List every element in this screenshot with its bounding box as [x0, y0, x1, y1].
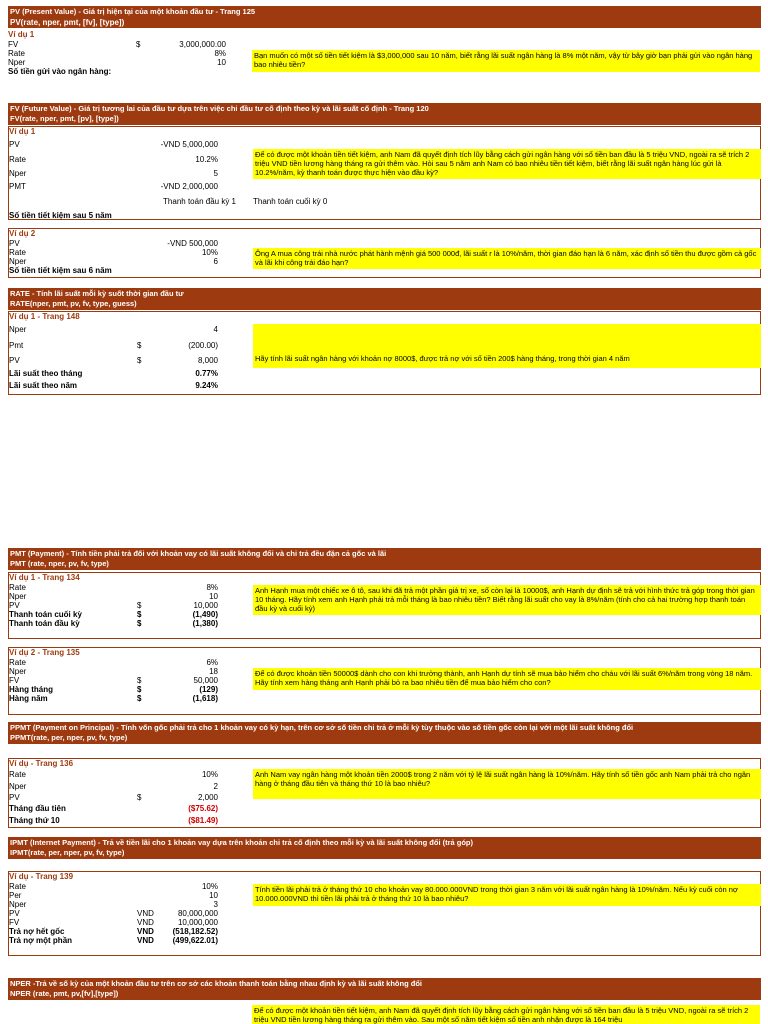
ipmt-ex-label: Ví dụ - Trang 139 — [9, 872, 74, 881]
row-label: Rate — [9, 658, 26, 667]
row-label: Số tiền tiết kiệm sau 5 năm — [9, 211, 112, 220]
ipmt-row-partial — [9, 936, 760, 945]
pmt-ex2-row-yearly — [9, 694, 760, 703]
pmt-syntax: PMT (rate, nper, pv, fv, type) — [10, 559, 109, 568]
row-value: (518,182.52) — [172, 927, 218, 936]
rate-section — [8, 288, 761, 310]
row-currency: $ — [137, 601, 142, 610]
row-label: FV — [9, 676, 20, 685]
row-label: Nper — [9, 325, 27, 334]
ppmt-row-tenth — [9, 815, 760, 827]
row-currency: $ — [137, 676, 142, 685]
rate-title: RATE - Tính lãi suất mỗi kỳ suốt thời gian đầu tư — [10, 289, 184, 298]
row-currency: $ — [137, 694, 142, 703]
row-value: (1,490) — [192, 610, 218, 619]
row-label: Hàng năm — [9, 694, 48, 703]
fv-header — [8, 103, 761, 125]
fv-ex1-row-type — [9, 194, 760, 209]
row-label: PV — [9, 909, 20, 918]
row-value: 2 — [213, 782, 218, 791]
ppmt-ex-label: Ví dụ - Trang 136 — [9, 759, 74, 768]
row-label: Rate — [9, 155, 26, 164]
rate-note: Hãy tính lãi suất ngân hàng với khoản nợ 8000$, được trả nợ với số tiền 200$ hàng tháng, trong thời gian 4 năm — [253, 324, 761, 368]
row-label: Tháng đầu tiên — [9, 804, 66, 813]
nper-header — [8, 978, 761, 1000]
fv-ex2-note: Ông A mua công trái nhà nước phát hành mệnh giá 500 000đ, lãi suất r là 10%/năm, thời gian đáo hạn là 6 năm, xác định số tiền thu được gồm cả gốc và lãi khi công trái đáo hạn? — [253, 248, 761, 269]
pv-section — [8, 6, 761, 28]
row-value: ($75.62) — [188, 804, 218, 813]
ipmt-row-full — [9, 927, 760, 936]
ipmt-section — [8, 837, 761, 859]
rate-header — [8, 288, 761, 310]
row-label: Số tiền tiết kiệm sau 6 năm — [9, 266, 112, 275]
pv-header — [8, 6, 761, 18]
rate-ex1-label: Ví dụ 1 - Trang 148 — [9, 312, 80, 321]
row-label: Per — [9, 891, 22, 900]
row-label: Rate — [9, 583, 26, 592]
row-value: 50,000 — [193, 676, 218, 685]
row-currency: VND — [137, 927, 154, 936]
pv-title: PV (Present Value) - Giá trị hiện tại của một khoản đầu tư - Trang 125 — [10, 7, 256, 16]
ppmt-section — [8, 722, 761, 744]
row-label: Pmt — [9, 341, 24, 350]
row-currency: $ — [137, 793, 142, 802]
row-label: Nper — [9, 782, 27, 791]
row-label: Trả nợ một phần — [9, 936, 73, 945]
row-currency: $ — [137, 685, 142, 694]
row-label: Lãi suất theo năm — [9, 381, 78, 390]
row-label: Thanh toán cuối kỳ 0 — [253, 197, 328, 206]
pmt-ex2-label: Ví dụ 2 - Trang 135 — [9, 648, 80, 657]
row-value: 10 — [209, 592, 218, 601]
ipmt-row-fv — [9, 918, 760, 927]
ppmt-title: PPMT (Payment on Principal) - Tính vốn gốc phải trả cho 1 khoản vay có kỳ hạn, trên cơ sở số tiền chi trả ở mỗi kỳ tùy thuộc vào số tiền gốc còn lại với một lãi suất không đổi — [10, 723, 634, 732]
pmt-ex1 — [8, 572, 761, 639]
row-label: Thanh toán cuối kỳ — [9, 610, 82, 619]
row-label: Nper — [9, 169, 27, 178]
row-label: Nper — [8, 58, 26, 67]
fv-ex2 — [8, 228, 761, 278]
pmt-ex2-note: Để có được khoản tiền 50000$ dành cho con khi trưởng thành, anh Hạnh dự tính sẽ mua bảo hiểm cho cháu với lãi suất 6%/năm trong vòng 18 năm. Hãy tính xem hàng tháng anh Hạnh phải bỏ ra bao nhiêu tiền để mua bảo hiểm cho con? — [253, 668, 761, 690]
ppmt-note: Anh Nam vay ngân hàng một khoản tiền 2000$ trong 2 năm với tỷ lệ lãi suất ngân hàng là 10%/năm. Hãy tính số tiền gốc anh Nam phải trả cho ngân hàng ở tháng đầu tiên và tháng thứ 10 là bao nhiêu? — [253, 769, 761, 799]
nper-body — [8, 1005, 761, 1024]
rate-row-yearly — [9, 380, 760, 392]
pmt-ex1-note: Anh Hạnh mua một chiếc xe ô tô, sau khi đã trả một phần giá trị xe, số còn lại là 10000$, anh Hạnh dự định sẽ trả với hình thức trả góp trong thời gian 10 tháng. Hãy tính xem anh Hạnh phải trả mỗi tháng là bao nhiêu tiền? Biết rằng lãi suất cho vay là 8%/năm (tính cho cả hai trường hợp thanh toán đầu kỳ và cuối kỳ) — [253, 585, 761, 615]
row-value: 18 — [209, 667, 218, 676]
ppmt-row-first — [9, 803, 760, 815]
row-label: PV — [9, 239, 20, 248]
row-value: 6 — [213, 257, 218, 266]
nper-section — [8, 978, 761, 1000]
row-currency: $ — [137, 619, 142, 628]
row-value: (1,618) — [192, 694, 218, 703]
row-currency: VND — [137, 918, 154, 927]
fv-section — [8, 103, 761, 125]
row-value: (499,622.01) — [172, 936, 218, 945]
ppmt-header — [8, 722, 761, 744]
row-value: 5 — [213, 169, 218, 178]
ppmt-syntax: PPMT(rate, per, nper, pv, fv, type) — [10, 733, 128, 742]
row-currency: VND — [137, 909, 154, 918]
row-value: (1,380) — [192, 619, 218, 628]
fv-ex1-note: Để có được một khoản tiền tiết kiệm, anh Nam đã quyết định tích lũy bằng cách gửi ngân hàng với số tiền ban đầu là 5 triệu VND, ngoài ra sẽ trích 2 triệu VND tiền lương hàng tháng ra gửi thêm vào. Hỏi sau 5 năm anh Nam có bao nhiêu tiền tiết kiệm, biết rằng lãi suất ngân hàng lúc gửi là 10.2%/năm, kỳ thanh toán được thực hiện vào đầu kỳ? — [253, 149, 761, 179]
fv-ex1-row-pmt — [9, 180, 760, 194]
ipmt-row-pv — [9, 909, 760, 918]
row-label: Thanh toán đầu kỳ — [9, 619, 80, 628]
ipmt-title: IPMT (Internet Payment) - Trả về tiền lãi cho 1 khoản vay dựa trên khoản chi trả cố định theo mỗi kỳ và lãi suất không đổi (trả góp) — [10, 838, 474, 847]
row-value: 10% — [201, 882, 218, 891]
row-label: Nper — [9, 900, 27, 909]
row-label: PMT — [9, 182, 26, 191]
row-value: 4 — [213, 325, 218, 334]
row-value: 2,000 — [197, 793, 218, 802]
fv-ex2-label: Ví dụ 2 — [9, 229, 36, 238]
pv-example-label: Ví dụ 1 — [8, 30, 35, 39]
row-value: (129) — [199, 685, 218, 694]
row-value: 8% — [206, 583, 218, 592]
row-label: Hàng tháng — [9, 685, 53, 694]
fv-syntax: FV(rate, nper, pmt, [pv], [type]) — [10, 114, 119, 123]
row-label: Số tiền gửi vào ngân hàng: — [8, 67, 112, 76]
fv-ex1-label: Ví dụ 1 — [9, 127, 36, 136]
rate-syntax: RATE(nper, pmt, pv, fv, type, guess) — [10, 299, 137, 308]
row-label: PV — [9, 140, 20, 149]
nper-note: Để có được một khoản tiền tiết kiệm, anh Nam đã quyết định tích lũy bằng cách gửi ngân hàng với số tiền ban đầu là 5 triệu VND, ngoài ra sẽ trích 2 triệu VND tiền lương hàng tháng ra gửi thêm vào. Sau một số năm tiết kiệm số tiền anh nhận được là 164 triệu — [252, 1005, 760, 1024]
row-label: FV — [9, 918, 20, 927]
pv-row-fv — [8, 40, 761, 49]
row-currency: $ — [137, 610, 142, 619]
rate-ex1 — [8, 311, 761, 395]
row-currency: VND — [137, 936, 154, 945]
row-currency: $ — [137, 356, 142, 365]
fv-ex2-row-pv — [9, 239, 760, 248]
ipmt-ex — [8, 871, 761, 956]
ipmt-header — [8, 837, 761, 859]
pmt-ex2 — [8, 647, 761, 715]
pv-syntax: PV(rate, nper, pmt, [fv], [type]) — [8, 18, 761, 28]
row-value: -VND 500,000 — [167, 239, 218, 248]
pmt-ex1-label: Ví dụ 1 - Trang 134 — [9, 573, 80, 582]
row-label: PV — [9, 601, 20, 610]
ipmt-syntax: IPMT(rate, per, nper, pv, fv, type) — [10, 848, 125, 857]
row-value: (200.00) — [188, 341, 218, 350]
row-label: Nper — [9, 592, 27, 601]
row-value: 10,000,000 — [177, 918, 218, 927]
row-value: ($81.49) — [188, 816, 218, 825]
row-value: 8% — [214, 49, 226, 58]
fv-ex1 — [8, 126, 761, 220]
row-value: -VND 2,000,000 — [160, 182, 218, 191]
pv-body — [8, 30, 761, 76]
row-value: 3,000,000.00 — [179, 40, 226, 49]
row-label: Nper — [9, 257, 27, 266]
rate-row-monthly — [9, 368, 760, 380]
row-value: 10 — [209, 891, 218, 900]
pmt-title: PMT (Payment) - Tính tiền phải trả đối với khoản vay có lãi suất không đổi và chi trả đều đặn cả gốc và lãi — [10, 549, 387, 558]
row-value: 10% — [201, 248, 218, 257]
ipmt-note: Tính tiền lãi phải trả ở tháng thứ 10 cho khoản vay 80.000.000VND trong thời gian 3 năm với lãi suất ngân hàng là 10%/năm. Nếu kỳ cuối còn nợ 10.000.000VND thì tiền lãi phải trả ở tháng thứ 10 là bao nhiêu? — [253, 884, 761, 906]
nper-syntax: NPER (rate, pmt, pv,[fv],[type]) — [10, 989, 119, 998]
row-label: Lãi suất theo tháng — [9, 369, 83, 378]
row-value: 10 — [217, 58, 226, 67]
row-value: -VND 5,000,000 — [160, 140, 218, 149]
row-label: Rate — [9, 770, 26, 779]
row-label: Rate — [9, 882, 26, 891]
pmt-section — [8, 548, 761, 570]
row-label: Rate — [8, 49, 25, 58]
row-label: PV — [9, 356, 20, 365]
row-value: 10.2% — [195, 155, 218, 164]
pv-note: Bạn muốn có một số tiền tiết kiệm là $3,000,000 sau 10 năm, biết rằng lãi suất ngân hàng là 8% một năm, vậy từ bây giờ bạn phải gửi vào ngân hàng bao nhiêu tiền? — [252, 50, 760, 72]
row-value: 10% — [201, 770, 218, 779]
ppmt-ex — [8, 758, 761, 828]
row-label: Nper — [9, 667, 27, 676]
row-label: Rate — [9, 248, 26, 257]
row-label: Trả nợ hết gốc — [9, 927, 65, 936]
row-value: 8,000 — [197, 356, 218, 365]
row-label: FV — [8, 40, 19, 49]
fv-title: FV (Future Value) - Giá trị tương lai của đầu tư dựa trên việc chi đầu tư cố định theo kỳ và lãi suất cố định - Trang 120 — [10, 104, 429, 113]
pmt-header — [8, 548, 761, 570]
row-value: 6% — [206, 658, 218, 667]
row-value: 0.77% — [195, 369, 218, 378]
row-value: 10,000 — [193, 601, 218, 610]
fv-ex1-row-result — [9, 209, 760, 222]
row-currency: $ — [137, 341, 142, 350]
row-value: 80,000,000 — [177, 909, 218, 918]
pmt-ex2-row-rate — [9, 658, 760, 667]
row-label: Tháng thứ 10 — [9, 816, 60, 825]
row-value: 9.24% — [195, 381, 218, 390]
row-value: 3 — [213, 900, 218, 909]
row-currency: $ — [136, 40, 141, 49]
nper-title: NPER -Trả về số kỳ của một khoản đầu tư trên cơ sở các khoản thanh toán bằng nhau định kỳ và lãi suất không đổi — [10, 979, 423, 988]
row-value: Thanh toán đầu kỳ 1 — [163, 197, 236, 206]
pmt-ex1-row-start — [9, 619, 760, 628]
row-label: PV — [9, 793, 20, 802]
